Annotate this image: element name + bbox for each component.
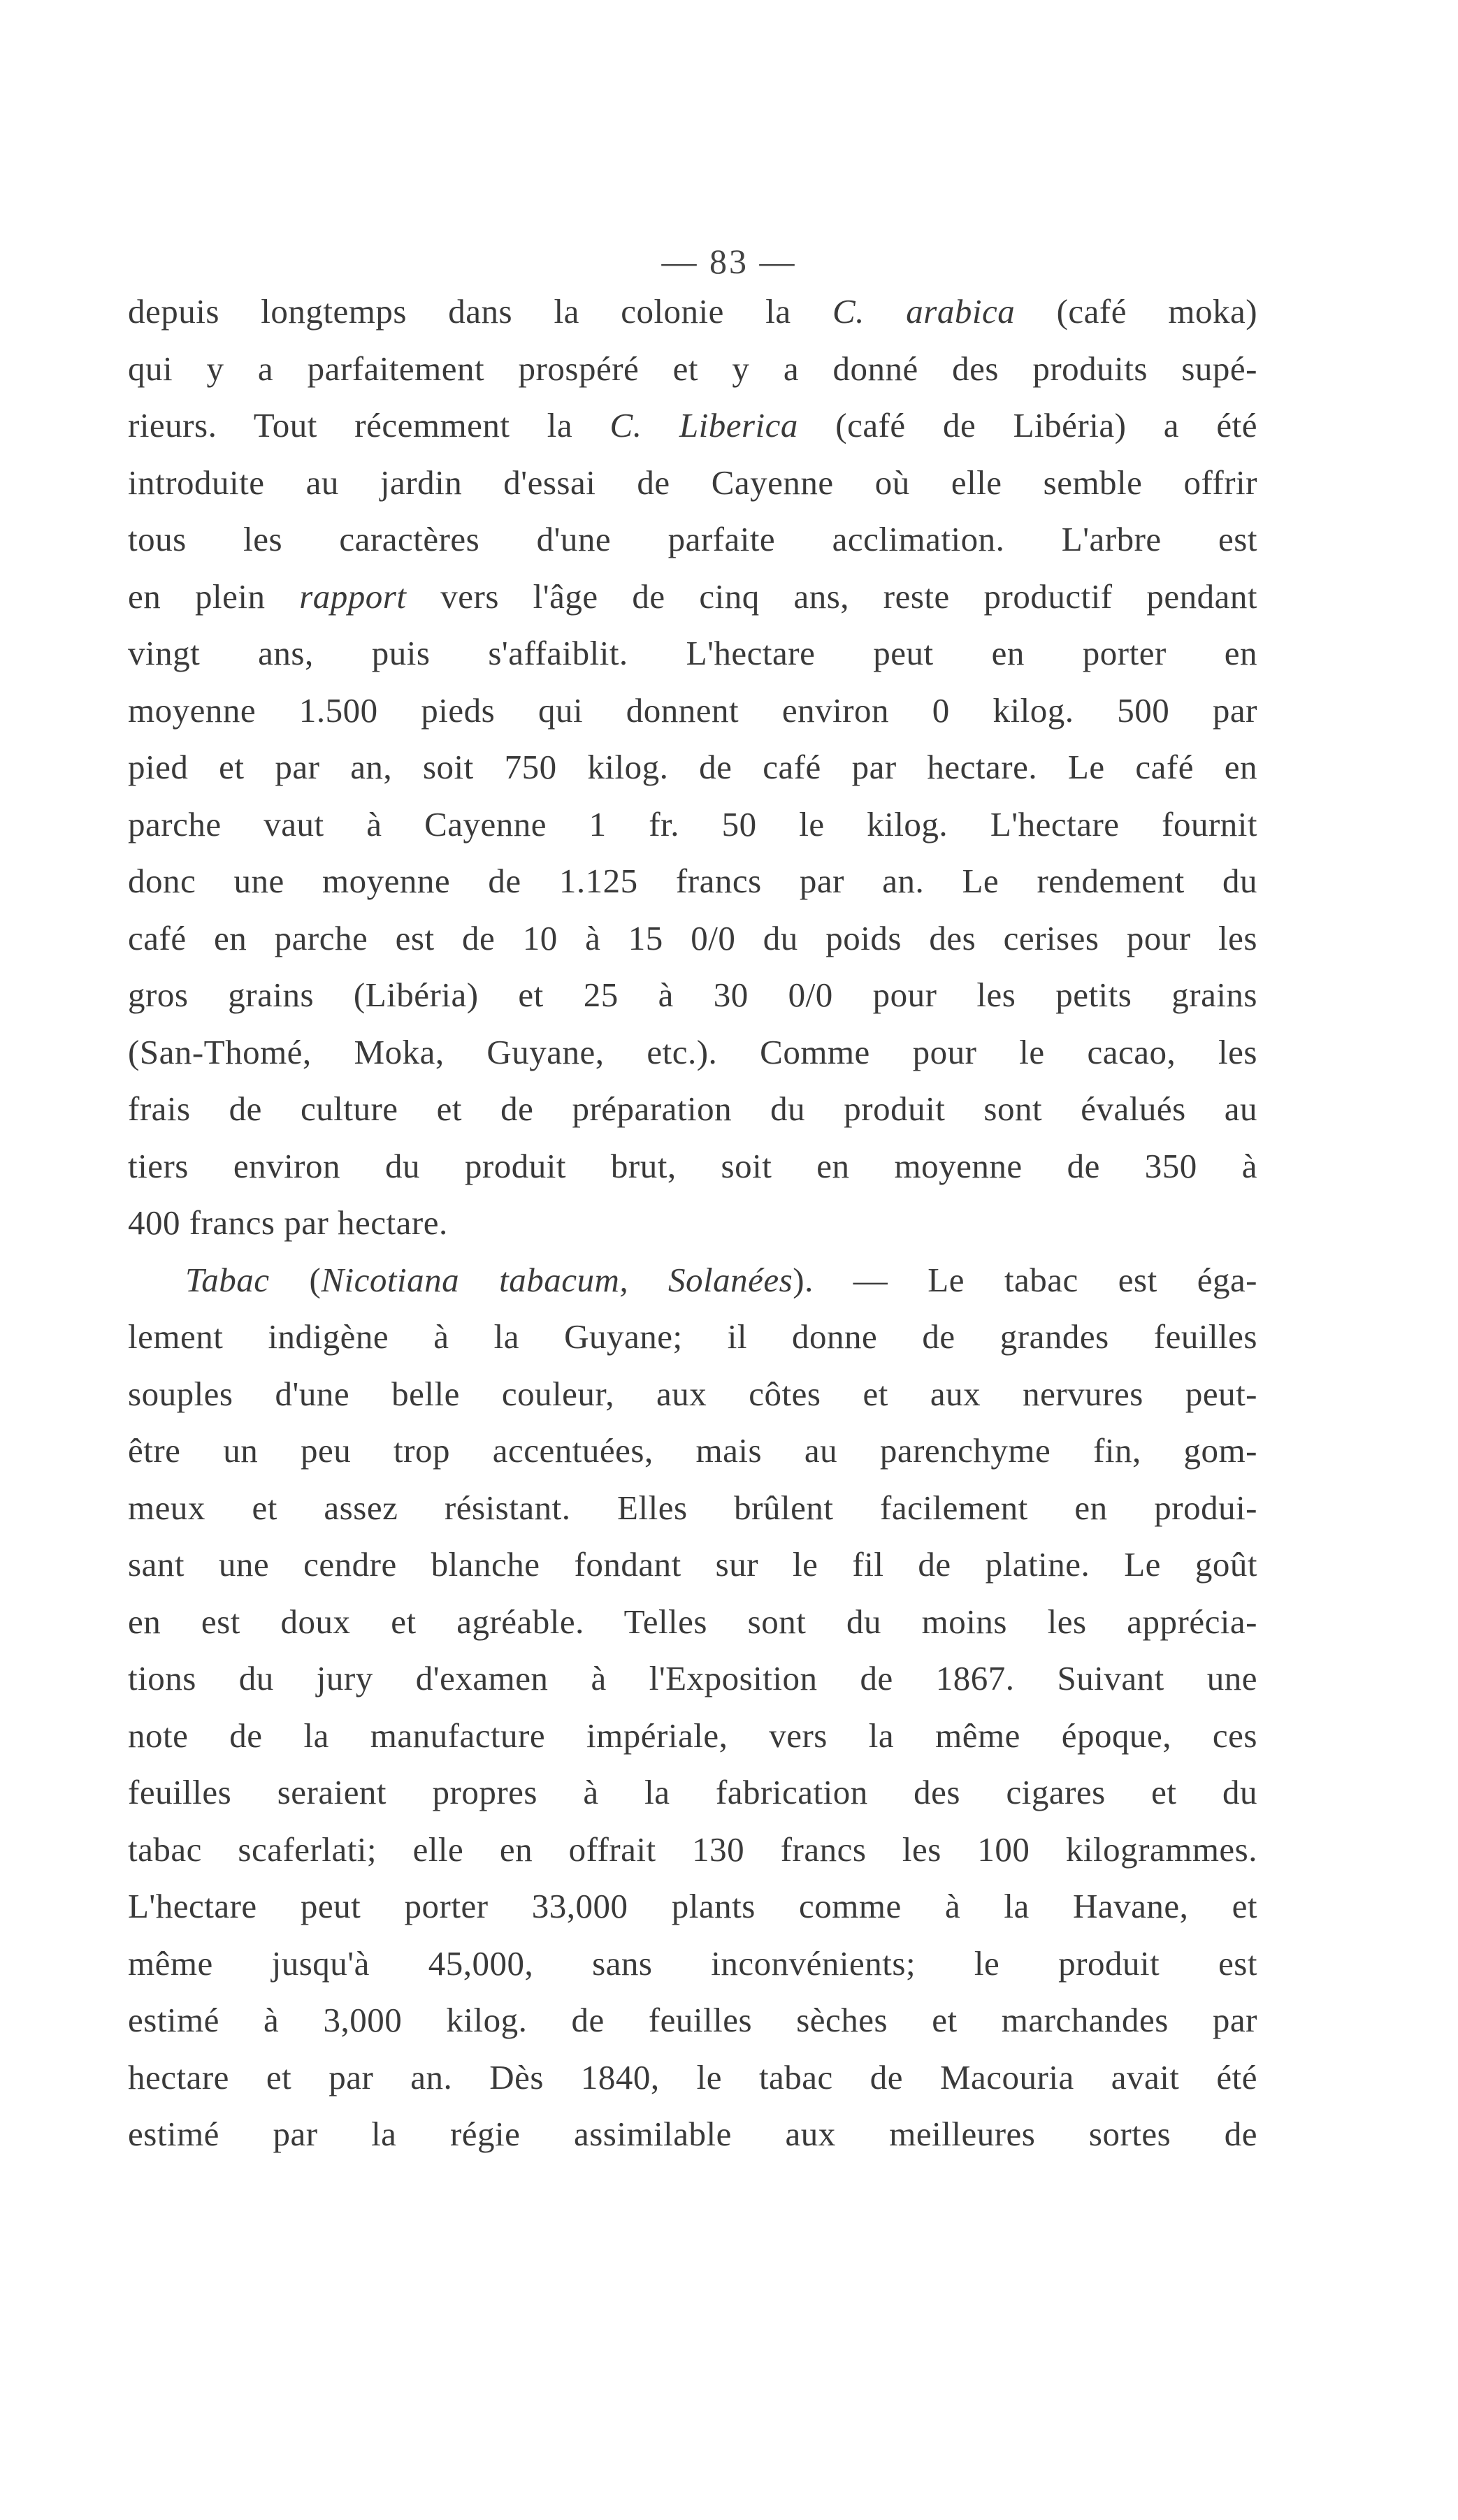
text-line: rieurs. Tout récemment la C. Liberica (café de Libéria) a été xyxy=(128,406,1257,444)
text-line: même jusqu'à 45,000, sans inconvénients; le produit est xyxy=(128,1943,1257,1983)
text-line: 400 francs par hectare. xyxy=(128,1203,448,1242)
text-line: en plein rapport vers l'âge de cinq ans, reste productif pendant xyxy=(128,577,1257,616)
text-line: gros grains (Libéria) et 25 à 30 0/0 pour les petits grains xyxy=(128,976,1257,1014)
text-line: qui y a parfaitement prospéré et y a donné des produits supé- xyxy=(128,349,1257,388)
text-line: café en parche est de 10 à 15 0/0 du poids des cerises pour les xyxy=(128,918,1257,957)
text-line: (San-Thomé, Moka, Guyane, etc.). Comme pour le cacao, les xyxy=(128,1032,1257,1071)
text-line: estimé à 3,000 kilog. de feuilles sèches et marchandes par xyxy=(128,2001,1257,2039)
text-line: note de la manufacture impériale, vers la même époque, ces xyxy=(128,1716,1257,1755)
text-line: sant une cendre blanche fondant sur le fil de platine. Le goût xyxy=(128,1545,1257,1584)
text-line: en est doux et agréable. Telles sont du moins les apprécia- xyxy=(128,1602,1257,1641)
text-line: depuis longtemps dans la colonie la C. arabica (café moka) xyxy=(128,292,1258,331)
body-text xyxy=(128,283,1257,2163)
text-line: tions du jury d'examen à l'Exposition de 1867. Suivant une xyxy=(128,1659,1257,1697)
text-line: introduite au jardin d'essai de Cayenne où elle semble offrir xyxy=(128,463,1257,502)
text-line: Tabac (Nicotiana tabacum, Solanées). — Le tabac est éga- xyxy=(185,1260,1258,1299)
text-line: vingt ans, puis s'affaiblit. L'hectare peut en porter en xyxy=(128,634,1257,672)
text-line: hectare et par an. Dès 1840, le tabac de Macouria avait été xyxy=(128,2057,1257,2097)
text-line: tabac scaferlati; elle en offrait 130 francs les 100 kilogrammes. xyxy=(128,1830,1257,1869)
text-line: lement indigène à la Guyane; il donne de grandes feuilles xyxy=(128,1317,1257,1356)
text-line: moyenne 1.500 pieds qui donnent environ 0 kilog. 500 par xyxy=(128,690,1257,730)
text-line: souples d'une belle couleur, aux côtes et aux nervures peut- xyxy=(128,1374,1257,1413)
text-line: pied et par an, soit 750 kilog. de café par hectare. Le café en xyxy=(128,748,1257,786)
page-number: — 83 — xyxy=(661,242,797,281)
text-line: parche vaut à Cayenne 1 fr. 50 le kilog. L'hectare fournit xyxy=(128,804,1257,843)
text-line: L'hectare peut porter 33,000 plants comme à la Havane, et xyxy=(128,1887,1257,1925)
text-line: feuilles seraient propres à la fabrication des cigares et du xyxy=(128,1773,1257,1811)
text-line: frais de culture et de préparation du produit sont évalués au xyxy=(128,1089,1257,1128)
text-line: meux et assez résistant. Elles brûlent facilement en produi- xyxy=(128,1488,1257,1527)
text-line: tiers environ du produit brut, soit en moyenne de 350 à xyxy=(128,1146,1257,1185)
text-line: tous les caractères d'une parfaite acclimation. L'arbre est xyxy=(128,520,1257,558)
text-line: être un peu trop accentuées, mais au parenchyme fin, gom- xyxy=(128,1431,1257,1470)
text-line: estimé par la régie assimilable aux meilleures sortes de xyxy=(128,2115,1257,2153)
text-line: donc une moyenne de 1.125 francs par an. Le rendement du xyxy=(128,862,1257,900)
